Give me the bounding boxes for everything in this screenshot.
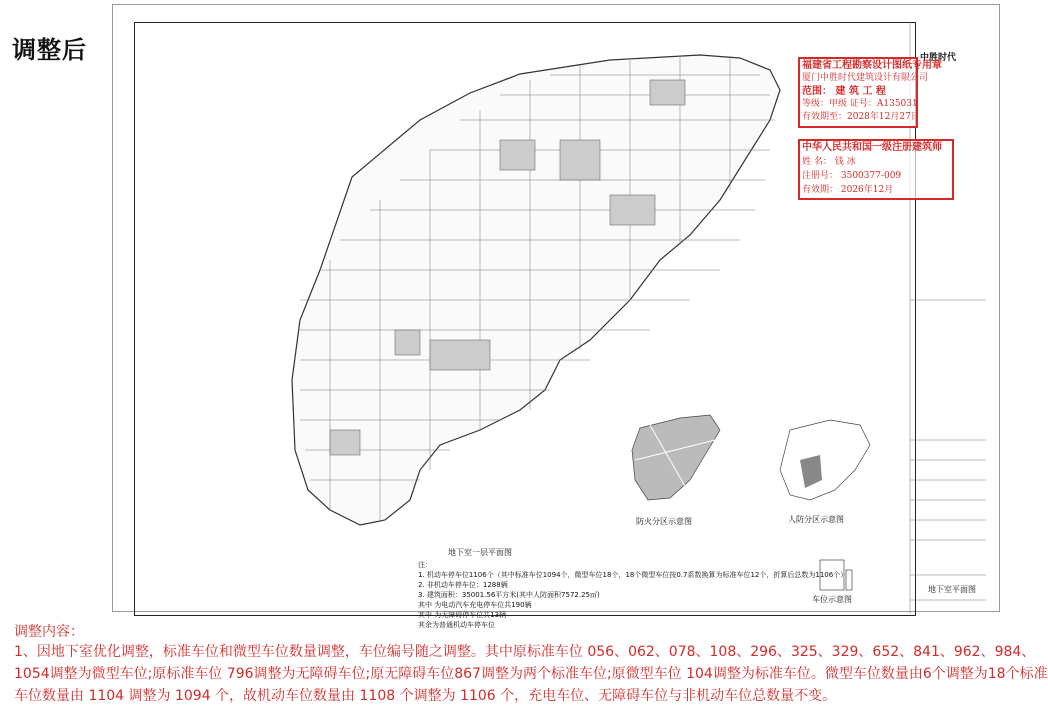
design-seal xyxy=(798,57,942,128)
architect-seal-line2: 姓 名： 钱 冰 xyxy=(802,157,856,167)
design-seal-line2: 厦门中胜时代建筑设计有限公司 xyxy=(802,73,929,83)
civil-defense-caption: 人防分区示意图 xyxy=(788,515,844,524)
adjustment-label: 调整内容： xyxy=(14,624,84,640)
note-3: 3. 建筑面积：35001.56平方米(其中人防面积7572.25㎡) xyxy=(418,591,600,599)
adjustment-text xyxy=(14,641,1048,707)
architect-seal xyxy=(798,139,954,200)
note-4: 其中 为电动汽车充电停车位共190辆 xyxy=(418,601,532,609)
adjustment-line-1: 1、因地下室优化调整，标准车位和微型车位数量调整，车位编号随之调整。其中原标准车位 056、062、078、108、296、325、329、652、841、962、984、 xyxy=(14,644,1036,660)
architect-seal-line3: 注册号： 3500377-009 xyxy=(802,171,902,181)
company-logo: 中胜时代 xyxy=(920,53,957,63)
adjustment-line-3: 车位数量由 1104 调整为 1094 个，故机动车位数量由 1108 个调整为 1106 个，充电车位、无障碍车位与非机动车位总数量不变。 xyxy=(14,688,837,704)
note-head: 注： xyxy=(418,561,432,569)
civil-defense-diagram xyxy=(780,420,870,500)
design-seal-line5: 有效期至：2028年12月27日 xyxy=(802,112,920,122)
drawing-notes xyxy=(418,560,847,630)
fire-zone-diagram xyxy=(632,415,720,500)
page-heading: 调整后 xyxy=(12,36,87,64)
plan-caption: 地下室一层平面图 xyxy=(448,548,512,557)
note-5: 其中 为无障碍停车位共13辆 xyxy=(418,611,507,619)
architect-seal-line4: 有效期： 2026年12月 xyxy=(802,185,894,195)
design-seal-line3: 范围： 建 筑 工 程 xyxy=(802,86,886,97)
architect-seal-line1: 中华人民共和国一级注册建筑师 xyxy=(802,142,942,153)
adjustment-line-2: 1054调整为微型车位;原标准车位 796调整为无障碍车位;原无障碍车位867调整为两个标准车位;原微型车位 104调整为标准车位。微型车位数量由6个调整为18个标准 xyxy=(14,666,1048,682)
note-2: 2. 非机动车停车位：1288辆 xyxy=(418,581,508,589)
design-seal-line4: 等级：甲级 证号：A135031 xyxy=(802,99,918,109)
fire-zone-caption: 防火分区示意图 xyxy=(636,517,692,526)
basement-outline xyxy=(292,55,780,525)
parking-caption: 车位示意图 xyxy=(812,595,852,604)
note-6: 其余为普通机动车停车位 xyxy=(418,621,495,629)
design-seal-line1: 福建省工程勘察设计图纸专用章 xyxy=(802,60,942,71)
note-1: 1. 机动车停车位1106个（其中标准车位1094个，微型车位18个，18个微型车位按0.7系数换算为标准车位12个，折算后总数为1106个） xyxy=(418,571,848,579)
drawing-name: 地下室平面图 xyxy=(928,585,976,594)
title-block-lines xyxy=(910,22,986,614)
